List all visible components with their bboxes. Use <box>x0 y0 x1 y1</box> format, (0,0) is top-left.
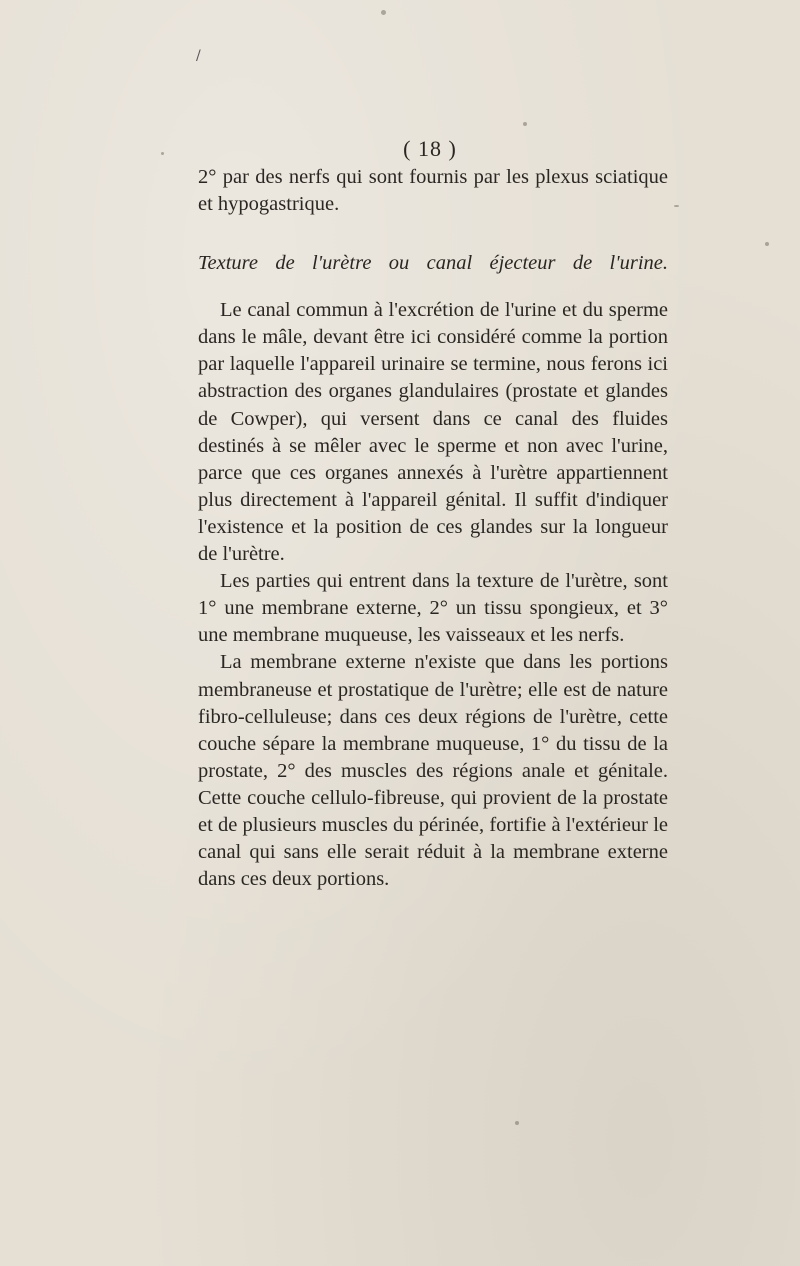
paragraph: Le canal commun à l'excrétion de l'urine et du sperme dans le mâle, devant être ici considéré comme la portion par laquelle l'appareil urinaire se termine, nous ferons ici abstraction des organes glandulaires (prostate et glandes de Cowper), qui versent dans ce canal des fluides destinés à se mêler avec le sperme et non avec l'urine, parce que ces organes annexés à l'urètre appartiennent plus directement à l'appareil génital. Il suffit d'indiquer l'existence et la position de ces glandes sur la longueur de l'urètre. <box>198 299 668 566</box>
paper-speck <box>381 10 386 15</box>
paragraph: Les parties qui entrent dans la texture de l'urètre, sont 1° une membrane externe, 2° un tissu spongieux, et 3° une membrane muqueuse, les vaisseaux et les nerfs. <box>198 570 668 647</box>
intro-paragraph: 2° par des nerfs qui sont fournis par les plexus sciatique et hypogastrique. <box>198 166 668 216</box>
text-body <box>198 164 668 893</box>
paper-speck <box>674 205 679 207</box>
pencil-mark: / <box>196 48 201 64</box>
paper-speck <box>765 242 769 246</box>
paragraph: La membrane externe n'existe que dans les portions membraneuse et prostatique de l'urètre; elle est de nature fibro-celluleuse; dans ces deux régions de l'urètre, cette couche sépare la membrane muqueuse, 1° du tissu de la prostate, 2° des muscles des régions anale et génitale. Cette couche cellulo-fibreuse, qui provient de la prostate et de plusieurs muscles du périnée, fortifie à l'extérieur le canal qui sans elle serait réduit à la membrane externe dans ces deux portions. <box>198 651 668 891</box>
page-number: ( 18 ) <box>403 136 457 161</box>
section-title: Texture de l'urètre ou canal éjecteur de l'urine. <box>198 252 668 275</box>
section-gap <box>198 218 668 242</box>
paper-speck <box>523 122 527 126</box>
paper-speck <box>515 1121 519 1125</box>
